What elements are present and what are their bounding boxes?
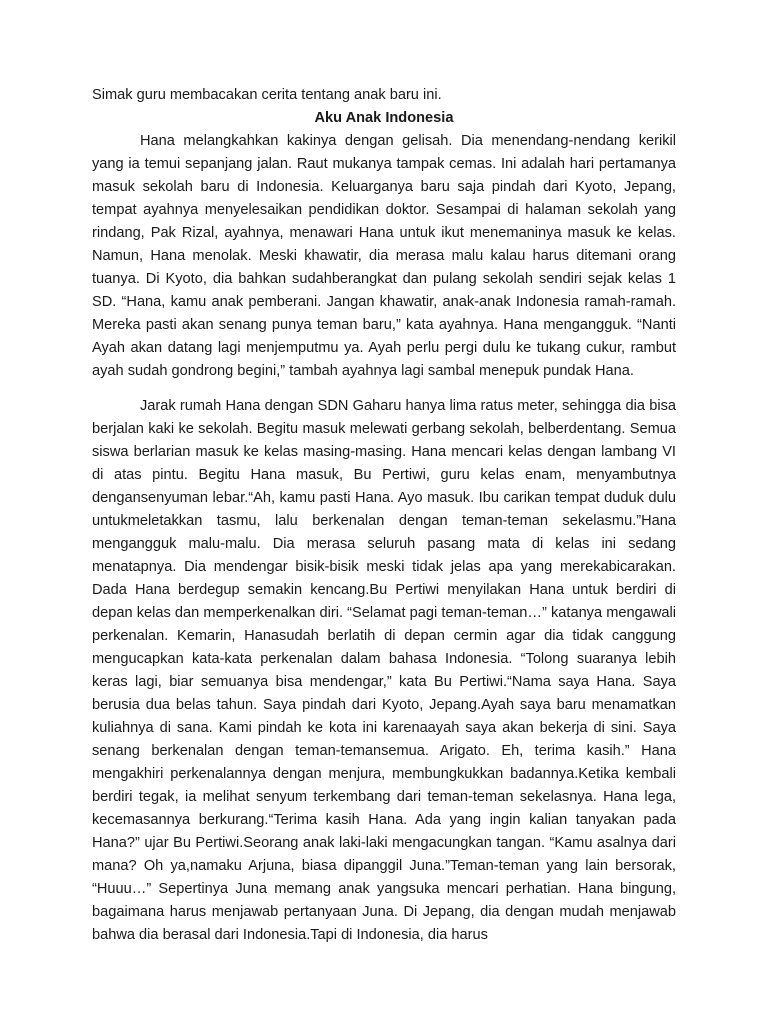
intro-line: Simak guru membacakan cerita tentang anak baru ini.: [92, 87, 442, 103]
paragraph-2: Jarak rumah Hana dengan SDN Gaharu hanya lima ratus meter, sehingga dia bisa berjalan kaki ke sekolah. Begitu masuk melewati gerbang sekolah, belberdentang. Semua siswa berlarian masuk ke kelas masing-masing. Hana mencari kelas dengan lambang VI di atas pintu. Begitu Hana masuk, Bu Pertiwi, guru kelas enam, menyambutnya dengansenyuman lebar.“Ah, kamu pasti Hana. Ayo masuk. Ibu carikan tempat duduk dulu untukmeletakkan tasmu, lalu berkenalan dengan teman-teman sekelasmu.”Hana mengangguk malu-malu. Dia merasa seluruh pasang mata di kelas ini sedang menatapnya. Dia mendengar bisik-bisik meski tidak jelas apa yang merekabicarakan. Dada Hana berdegup semakin kencang.Bu Pertiwi menyilakan Hana untuk berdiri di depan kelas dan memperkenalkan diri. “Selamat pagi teman-teman…” katanya mengawali perkenalan. Kemarin, Hanasudah berlatih di depan cermin agar dia tidak canggung mengucapkan kata-kata perkenalan dalam bahasa Indonesia. “Tolong suaranya lebih keras lagi, biar semuanya bisa mendengar,” kata Bu Pertiwi.“Nama saya Hana. Saya berusia dua belas tahun. Saya pindah dari Kyoto, Jepang.Ayah saya baru menamatkan kuliahnya di sana. Kami pindah ke kota ini karenaayah saya akan bekerja di sini. Saya senang berkenalan dengan teman-temansemua. Arigato. Eh, terima kasih.” Hana mengakhiri perkenalannya dengan menjura, membungkukkan badannya.Ketika kembali berdiri tegak, ia melihat senyum terkembang dari teman-teman sekelasnya. Hana lega, kecemasannya berkurang.“Terima kasih Hana. Ada yang ingin kalian tanyakan pada Hana?” ujar Bu Pertiwi.Seorang anak laki-laki mengacungkan tangan. “Kamu asalnya dari mana? Oh ya,namaku Arjuna, biasa dipanggil Juna.”Teman-teman yang lain bersorak, “Huuu…” Sepertinya Juna memang anak yangsuka mencari perhatian. Hana bingung, bagaimana harus menjawab pertanyaan Juna. Di Jepang, dia dengan mudah menjawab bahwa dia berasal dari Indonesia.Tapi di Indonesia, dia harus: [92, 398, 676, 943]
paragraph-1: Hana melangkahkan kakinya dengan gelisah. Dia menendang-nendang kerikil yang ia temui sepanjang jalan. Raut mukanya tampak cemas. Ini adalah hari pertamanya masuk sekolah baru di Indonesia. Keluarganya baru saja pindah dari Kyoto, Jepang, tempat ayahnya menyelesaikan pendidikan doktor. Sesampai di halaman sekolah yang rindang, Pak Rizal, ayahnya, menawari Hana untuk ikut menemaninya masuk ke kelas. Namun, Hana menolak. Meski khawatir, dia merasa malu kalau harus ditemani orang tuanya. Di Kyoto, dia bahkan sudahberangkat dan pulang sekolah sendiri sejak kelas 1 SD. “Hana, kamu anak pemberani. Jangan khawatir, anak-anak Indonesia ramah-ramah. Mereka pasti akan senang punya teman baru,” kata ayahnya. Hana mengangguk. “Nanti Ayah akan datang lagi menjemputmu ya. Ayah perlu pergi dulu ke tukang cukur, rambut ayah sudah gondrong begini,” tambah ayahnya lagi sambal menepuk pundak Hana.: [92, 133, 676, 379]
document-page: [92, 84, 676, 947]
story-title: Aku Anak Indonesia: [314, 110, 454, 126]
